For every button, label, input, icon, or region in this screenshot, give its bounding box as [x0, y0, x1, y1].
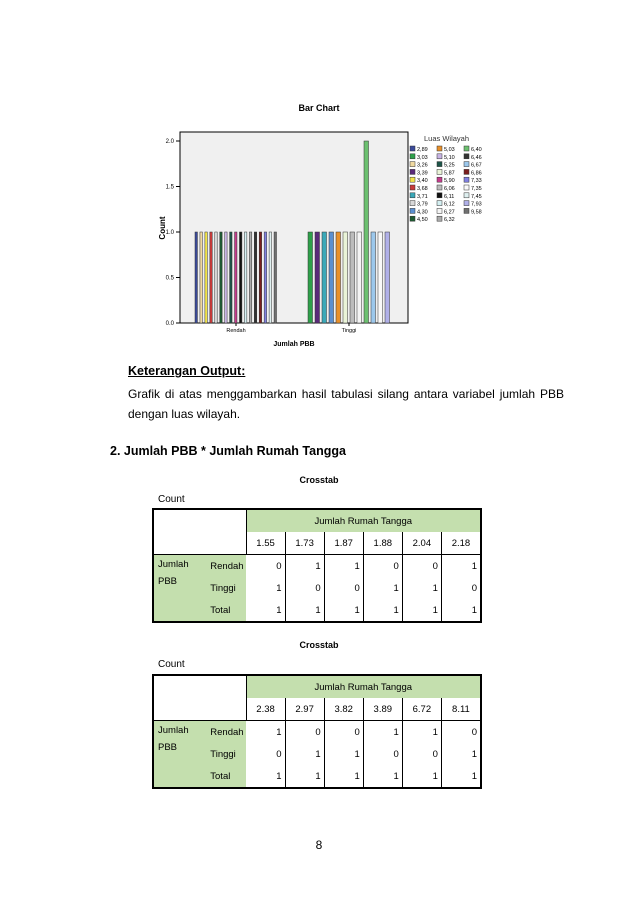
bar [371, 232, 376, 323]
bar [264, 232, 266, 323]
crosstab-count-label: Count [158, 659, 185, 670]
legend-swatch [437, 146, 442, 151]
column-header: 2.04 [402, 532, 441, 555]
table-cell: 1 [402, 721, 441, 744]
legend-swatch [437, 169, 442, 174]
legend-label: 6,11 [444, 193, 455, 200]
bar [378, 232, 383, 323]
table-cell: 1 [285, 765, 324, 788]
legend-label: 6,27 [444, 209, 455, 216]
legend-label: 6,06 [444, 186, 455, 192]
legend-label: 6,86 [471, 170, 482, 177]
table-cell: 1 [402, 577, 441, 599]
keterangan-body: Grafik di atas menggambarkan hasil tabulasi silang antara variabel jumlah PBB dengan luas wilayah. [128, 387, 564, 421]
bar [244, 232, 246, 323]
bar [230, 232, 232, 323]
x-tick-label: Rendah [226, 328, 246, 334]
table-cell: 0 [285, 721, 324, 744]
table-cell: 1 [324, 743, 363, 765]
legend-label: 5,03 [444, 147, 455, 153]
table-cell: 1 [441, 743, 481, 765]
legend-swatch [464, 177, 469, 182]
bar [269, 232, 271, 323]
corner-cell [153, 509, 246, 532]
bar [249, 232, 251, 323]
legend-swatch [410, 177, 415, 182]
legend-label: 6,12 [444, 201, 455, 208]
crosstab-table [152, 508, 482, 623]
legend-swatch [437, 193, 442, 198]
legend-label: 7,35 [471, 186, 482, 192]
y-tick-label: 1.0 [165, 230, 174, 236]
bar [315, 232, 320, 323]
bar [329, 232, 334, 323]
bar [254, 232, 256, 323]
x-axis-label: Jumlah PBB [273, 341, 315, 348]
bar [195, 232, 197, 323]
legend-label: 7,33 [471, 178, 482, 185]
legend-swatch [437, 216, 442, 221]
bar [210, 232, 212, 323]
table-cell: 1 [246, 599, 285, 622]
corner-cell [153, 532, 246, 555]
crosstab-title: Crosstab [299, 475, 339, 485]
legend-swatch [410, 185, 415, 190]
bar [220, 232, 222, 323]
legend-swatch [437, 154, 442, 159]
row-label: Rendah [206, 555, 246, 578]
row-var-line: PBB [158, 576, 178, 587]
column-header: 6.72 [402, 698, 441, 721]
row-var-line: Jumlah [158, 559, 189, 570]
legend-swatch [464, 193, 469, 198]
column-header: 2.38 [246, 698, 285, 721]
legend-swatch [464, 208, 469, 213]
bar [385, 232, 390, 323]
table-cell: 1 [441, 599, 481, 622]
table-cell: 1 [363, 599, 402, 622]
column-header: 1.55 [246, 532, 285, 555]
row-label: Total [206, 765, 246, 788]
legend-swatch [410, 154, 415, 159]
legend-swatch [464, 154, 469, 159]
table-cell: 0 [441, 721, 481, 744]
col-var-header: Jumlah Rumah Tangga [246, 509, 481, 532]
y-tick-label: 1.5 [165, 184, 174, 191]
table-cell: 0 [402, 555, 441, 578]
legend-label: 3,79 [417, 201, 428, 208]
table-cell: 1 [324, 765, 363, 788]
legend-swatch [410, 146, 415, 151]
table-cell: 1 [246, 765, 285, 788]
legend-label: 3,40 [417, 178, 428, 185]
legend-label: 2,89 [417, 147, 428, 153]
bar [235, 232, 237, 323]
legend-label: 9,58 [471, 209, 482, 216]
legend-swatch [437, 177, 442, 182]
table-cell: 0 [402, 743, 441, 765]
bar [336, 232, 341, 323]
table-cell: 1 [285, 555, 324, 578]
y-tick-label: 0.0 [165, 321, 174, 327]
bar [215, 232, 217, 323]
y-tick-label: 2.0 [165, 139, 174, 145]
y-axis-label: Count [158, 216, 167, 240]
legend-label: 5,25 [444, 162, 455, 169]
bar [308, 232, 313, 323]
bar [357, 232, 362, 323]
column-header: 1.88 [363, 532, 402, 555]
legend-label: 7,45 [471, 193, 482, 200]
table-cell: 1 [363, 721, 402, 744]
legend-swatch [464, 201, 469, 206]
table-cell: 1 [402, 599, 441, 622]
bar [350, 232, 355, 323]
legend-swatch [437, 162, 442, 167]
table-cell: 1 [324, 555, 363, 578]
bar-chart [0, 0, 638, 360]
legend-swatch [464, 162, 469, 167]
table-cell: 1 [246, 577, 285, 599]
legend-swatch [437, 185, 442, 190]
row-var-label [153, 721, 206, 789]
keterangan-title: Keterangan Output: [128, 364, 246, 378]
legend-swatch [410, 201, 415, 206]
table-cell: 1 [402, 765, 441, 788]
bar [200, 232, 202, 323]
legend-swatch [464, 146, 469, 151]
table-cell: 1 [363, 577, 402, 599]
page-number: 8 [315, 838, 323, 852]
legend-label: 6,46 [471, 154, 482, 161]
legend-title: Luas Wilayah [424, 134, 470, 143]
column-header: 3.89 [363, 698, 402, 721]
column-header: 1.73 [285, 532, 324, 555]
legend-swatch [410, 208, 415, 213]
legend-label: 4,30 [417, 209, 428, 216]
legend-label: 3,03 [417, 154, 428, 161]
bar [205, 232, 207, 323]
table-cell: 1 [246, 721, 285, 744]
crosstab-title: Crosstab [299, 640, 339, 650]
row-var-line: PBB [158, 742, 178, 753]
table-cell: 0 [363, 555, 402, 578]
row-label: Tinggi [206, 577, 246, 599]
bar [364, 141, 369, 323]
column-header: 8.11 [441, 698, 481, 721]
bar [239, 232, 241, 323]
bar [274, 232, 276, 323]
table-cell: 0 [285, 577, 324, 599]
legend-swatch [437, 208, 442, 213]
corner-cell [153, 698, 246, 721]
table-cell: 0 [246, 743, 285, 765]
legend-label: 7,93 [471, 201, 482, 208]
table-cell: 1 [363, 765, 402, 788]
legend-label: 3,26 [417, 162, 428, 169]
legend-swatch [410, 169, 415, 174]
crosstab-count-label: Count [158, 494, 185, 505]
column-header: 2.18 [441, 532, 481, 555]
chart-title: Bar Chart [298, 103, 340, 113]
corner-cell [153, 675, 246, 698]
table-cell: 0 [441, 577, 481, 599]
table-cell: 0 [246, 555, 285, 578]
bar [225, 232, 227, 323]
legend-label: 3,68 [417, 186, 428, 192]
row-var-label [153, 555, 206, 623]
column-header: 1.87 [324, 532, 363, 555]
table-cell: 1 [441, 765, 481, 788]
crosstab-table [152, 674, 482, 789]
legend-label: 4,50 [417, 217, 428, 224]
col-var-header: Jumlah Rumah Tangga [246, 675, 481, 698]
legend-label: 3,39 [417, 170, 428, 177]
table-cell: 1 [441, 555, 481, 578]
bar [259, 232, 261, 323]
legend-swatch [410, 193, 415, 198]
legend-label: 5,87 [444, 170, 455, 177]
bar [322, 232, 327, 323]
legend-label: 6,67 [471, 162, 482, 169]
table-cell: 1 [285, 743, 324, 765]
legend-label: 5,10 [444, 154, 455, 161]
row-label: Rendah [206, 721, 246, 744]
table-cell: 1 [285, 599, 324, 622]
y-tick-label: 0.5 [165, 275, 174, 282]
row-var-line: Jumlah [158, 725, 189, 736]
legend-swatch [464, 185, 469, 190]
legend-swatch [437, 201, 442, 206]
legend-swatch [410, 162, 415, 167]
row-label: Tinggi [206, 743, 246, 765]
legend-label: 6,40 [471, 147, 482, 153]
section-title: 2. Jumlah PBB * Jumlah Rumah Tangga [110, 444, 346, 458]
legend-swatch [464, 169, 469, 174]
legend-label: 5,90 [444, 178, 455, 185]
x-tick-label: Tinggi [341, 328, 357, 334]
column-header: 3.82 [324, 698, 363, 721]
legend-label: 3,71 [417, 193, 428, 200]
column-header: 2.97 [285, 698, 324, 721]
bar [343, 232, 348, 323]
table-cell: 1 [324, 599, 363, 622]
row-label: Total [206, 599, 246, 622]
table-cell: 0 [324, 721, 363, 744]
legend-swatch [410, 216, 415, 221]
table-cell: 0 [324, 577, 363, 599]
legend-label: 6,32 [444, 217, 455, 224]
table-cell: 0 [363, 743, 402, 765]
